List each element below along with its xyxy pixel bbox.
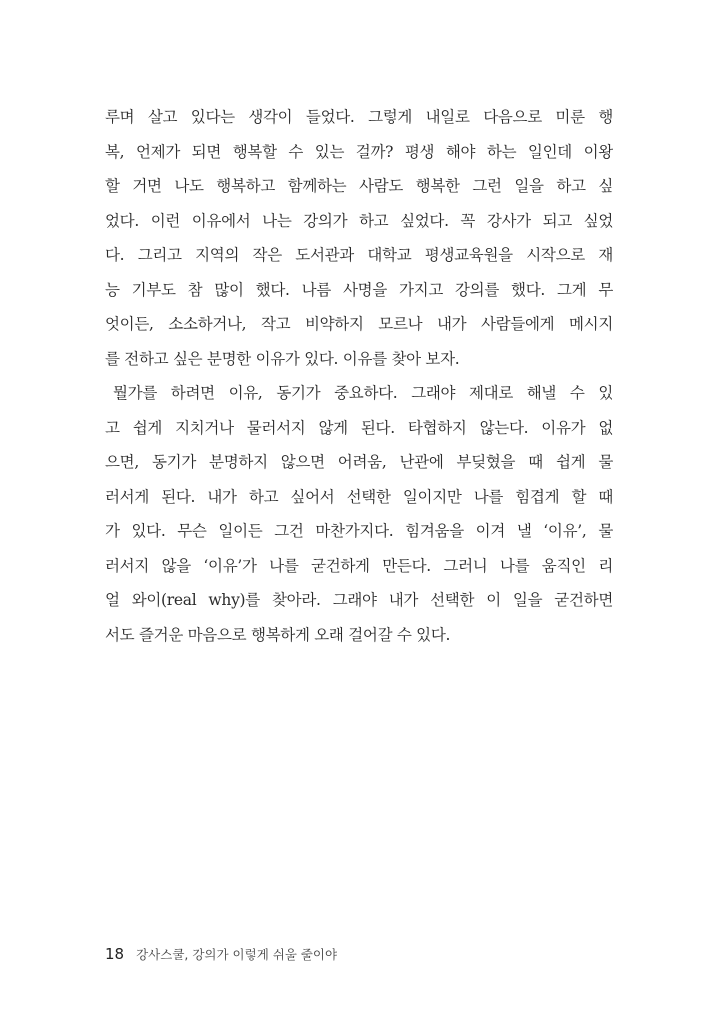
text-line: 으면, 동기가 분명하지 않으면 어려움, 난관에 부딪혔을 때 쉽게 물: [105, 453, 613, 471]
text-line: 엇이든, 소소하거나, 작고 비약하지 모르나 내가 사람들에게 메시지: [105, 315, 613, 333]
text-line: 었다. 이런 이유에서 나는 강의가 하고 싶었다. 꼭 강사가 되고 싶었: [105, 211, 613, 230]
paragraph-1: [105, 100, 613, 376]
text-line: 서도 즐거운 마음으로 행복하게 오래 걸어갈 수 있다.: [105, 625, 451, 644]
text-line: 러서지 않을 ‘이유’가 나를 굳건하게 만든다. 그러니 나를 움직인 리: [105, 556, 613, 575]
text-line: 뭘가를 하려면 이유, 동기가 중요하다. 그래야 제대로 해낼 수 있: [113, 384, 613, 402]
text-line: 가 있다. 무슨 일이든 그건 마찬가지다. 힘겨움을 이겨 낼 ‘이유’, 물: [105, 522, 613, 540]
text-line: 얼 와이(real why)를 찾아라. 그래야 내가 선택한 이 일을 굳건하면: [105, 591, 613, 609]
page-footer: [105, 945, 337, 969]
running-title: 강사스쿨, 강의가 이렇게 쉬울 줄이야: [136, 947, 338, 962]
text-line: 능 기부도 참 많이 했다. 나름 사명을 가지고 강의를 했다. 그게 무: [105, 280, 613, 299]
text-line: 다. 그리고 지역의 작은 도서관과 대학교 평생교육원을 시작으로 재: [105, 246, 613, 264]
text-line: 고 쉽게 지치거나 물러서지 않게 된다. 타협하지 않는다. 이유가 없: [105, 418, 613, 437]
body-text: [105, 100, 613, 652]
text-line: 복, 언제가 되면 행복할 수 있는 걸까? 평생 해야 하는 일인데 이왕: [105, 142, 613, 161]
text-line: 루며 살고 있다는 생각이 들었다. 그렇게 내일로 다음으로 미룬 행: [105, 108, 613, 126]
text-line: 러서게 된다. 내가 하고 싶어서 선택한 일이지만 나를 힘겹게 할 때: [105, 487, 613, 506]
page-number: 18: [105, 945, 125, 963]
text-line: 할 거면 나도 행복하고 함께하는 사람도 행복한 그런 일을 하고 싶: [105, 177, 613, 195]
paragraph-2: [105, 376, 613, 652]
text-line: 를 전하고 싶은 분명한 이유가 있다. 이유를 찾아 보자.: [105, 349, 460, 368]
